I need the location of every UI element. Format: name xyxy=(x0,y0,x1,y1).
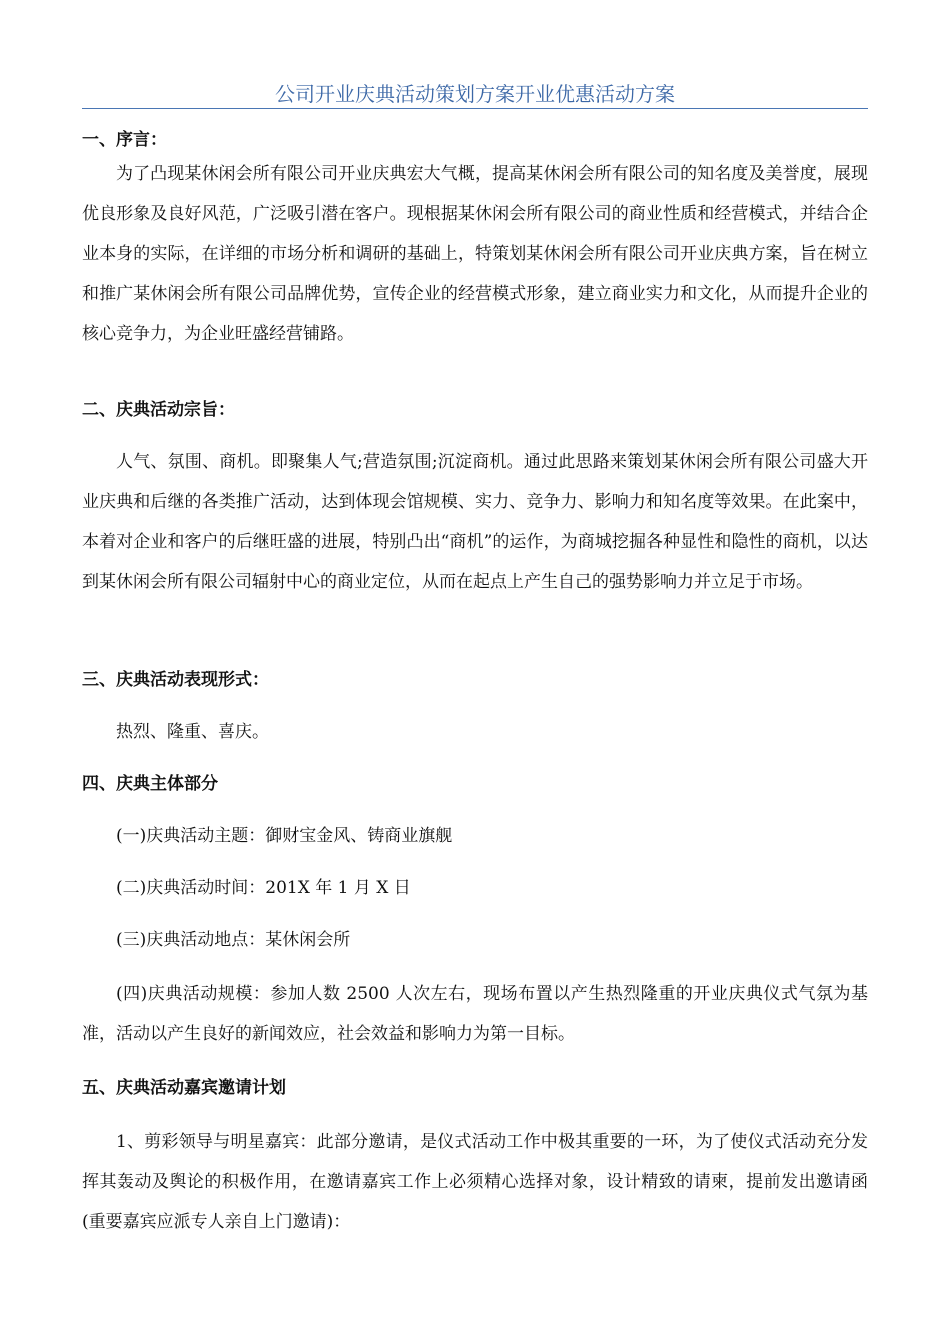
section-paragraph-purpose: 人气、氛围、商机。即聚集人气;营造氛围;沉淀商机。通过此思路来策划某休闲会所有限公司盛大开业庆典和后继的各类推广活动，达到体现会馆规模、实力、竞争力、影响力和知名度等效果。在此案中，本着对企业和客户的后继旺盛的进展，特别凸出“商机”的运作，为商城挖掘各种显性和隐性的商机，以达到某休闲会所有限公司辐射中心的商业定位，从而在起点上产生自己的强势影响力并立足于市场。 xyxy=(82,452,868,592)
document-title: 公司开业庆典活动策划方案开业优惠活动方案 xyxy=(275,82,675,106)
section-heading-preface: 一、序言： xyxy=(82,130,167,150)
list-item-time: (二)庆典活动时间：201X 年 1 月 X 日 xyxy=(116,878,411,898)
list-item-scale: (四)庆典活动规模：参加人数 2500 人次左右，现场布置以产生热烈隆重的开业庆典仪式气氛为基准，活动以产生良好的新闻效应，社会效益和影响力为第一目标。 xyxy=(82,984,868,1044)
list-item-theme: (一)庆典活动主题：御财宝金风、铸商业旗舰 xyxy=(116,826,453,846)
section-heading-form: 三、庆典活动表现形式： xyxy=(82,670,269,690)
list-item-venue: (三)庆典活动地点：某休闲会所 xyxy=(116,930,351,950)
section-heading-guests: 五、庆典活动嘉宾邀请计划 xyxy=(82,1078,286,1098)
section-paragraph-guests: 1、剪彩领导与明星嘉宾：此部分邀请，是仪式活动工作中极其重要的一环，为了使仪式活动充分发挥其轰动及舆论的积极作用，在邀请嘉宾工作上必须精心选择对象，设计精致的请柬，提前发出邀请函(重要嘉宾应派专人亲自上门邀请)： xyxy=(82,1132,868,1232)
section-paragraph-preface: 为了凸现某休闲会所有限公司开业庆典宏大气概，提高某休闲会所有限公司的知名度及美誉度，展现优良形象及良好风范，广泛吸引潜在客户。现根据某休闲会所有限公司的商业性质和经营模式，并结合企业本身的实际，在详细的市场分析和调研的基础上，特策划某休闲会所有限公司开业庆典方案，旨在树立和推广某休闲会所有限公司品牌优势，宣传企业的经营模式形象，建立商业实力和文化，从而提升企业的核心竞争力，为企业旺盛经营铺路。 xyxy=(82,164,868,344)
section-heading-main: 四、庆典主体部分 xyxy=(82,774,218,794)
header-divider xyxy=(82,108,868,109)
section-line-form: 热烈、隆重、喜庆。 xyxy=(116,722,269,742)
section-heading-purpose: 二、庆典活动宗旨： xyxy=(82,400,235,420)
